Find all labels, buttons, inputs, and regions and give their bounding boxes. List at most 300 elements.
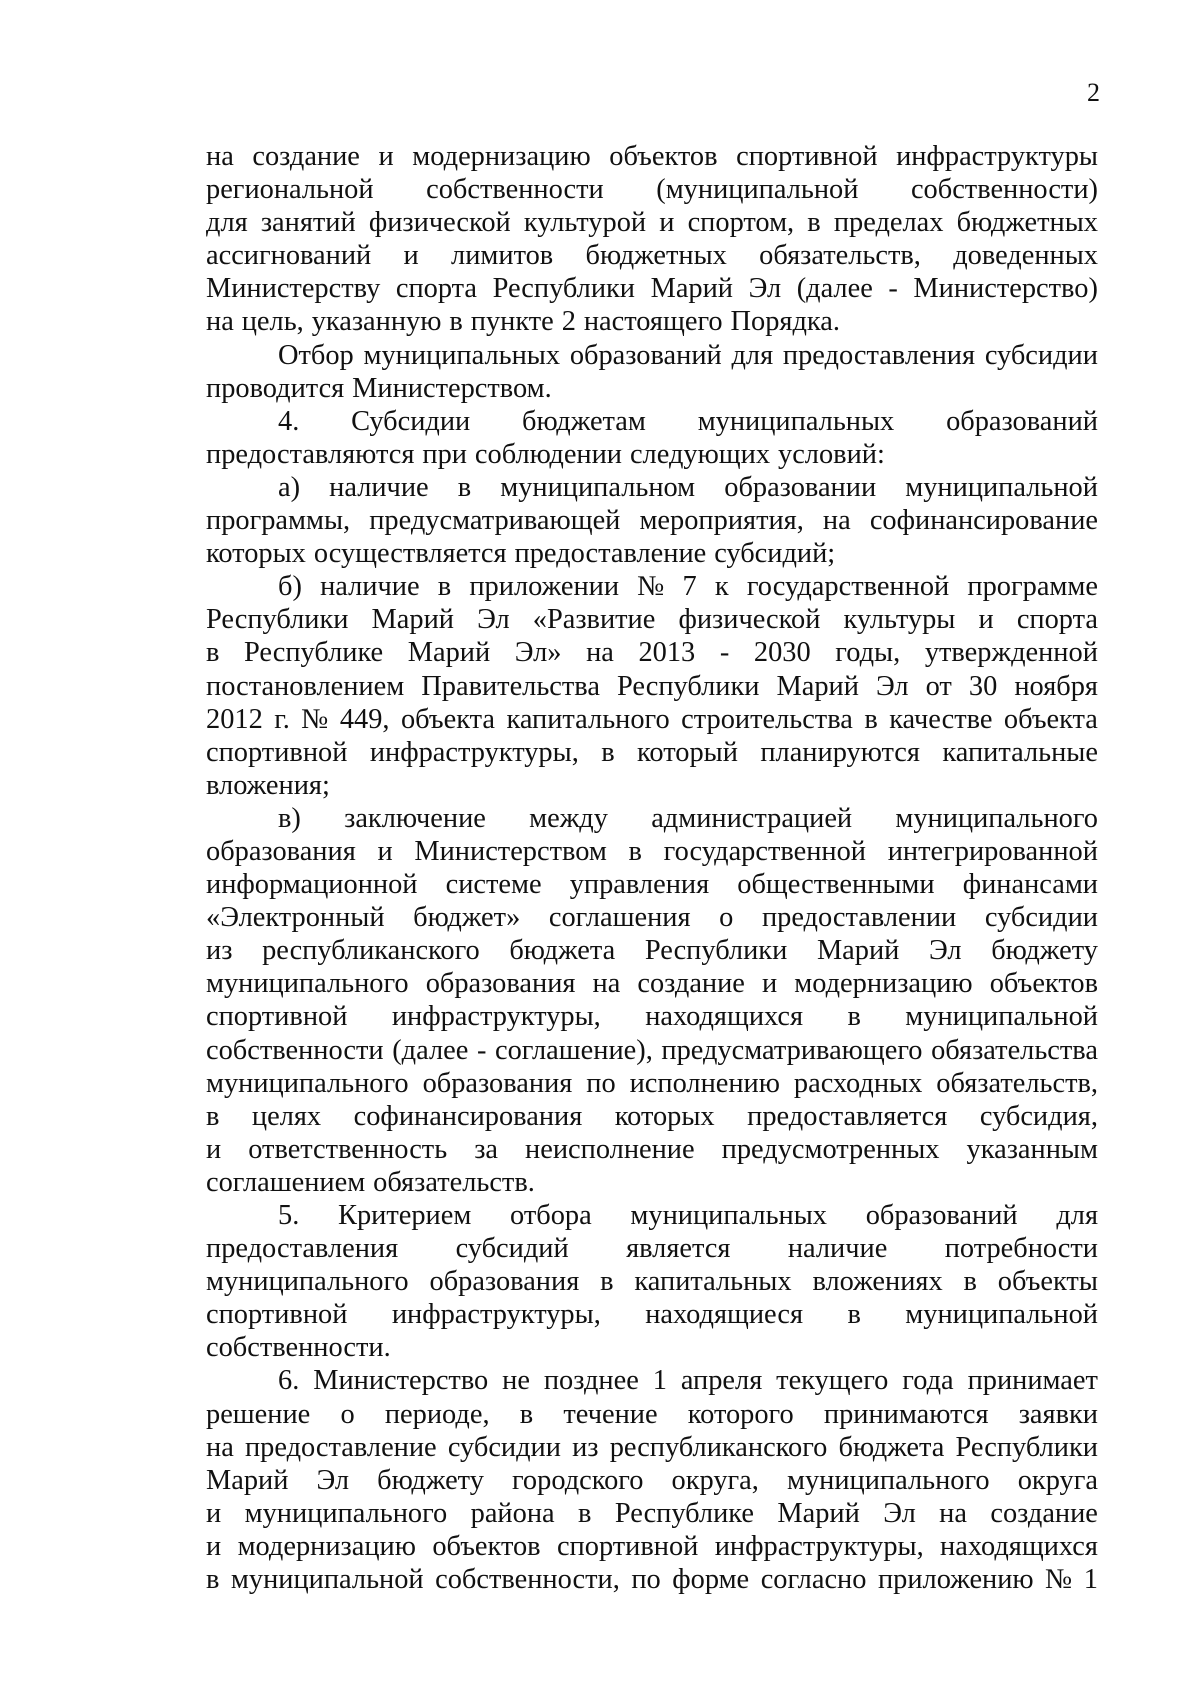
word: Эл [876,670,909,702]
text-line [206,1364,1098,1397]
word: предусматривающего [661,1034,923,1066]
word: субсидий; [714,538,836,570]
word: занятий [260,207,356,239]
word: проводится [206,372,345,404]
word: объекты [997,1266,1098,1298]
word: образовании [724,471,877,503]
word: между [529,802,608,834]
word: Правительства [421,670,600,702]
word: муниципального [206,968,409,1000]
word: предусмотренных [721,1133,940,1165]
page-number: 2 [1087,78,1100,107]
word: из [206,935,233,967]
word: о [340,1398,355,1430]
word: № [637,571,665,603]
word: района [470,1497,555,1529]
word: инфраструктуры [896,141,1098,172]
word: и [206,1133,222,1165]
word: решение [206,1398,311,1430]
word: Отбор [278,339,354,371]
word: системе [445,869,542,901]
word: Республики [644,935,788,967]
word: Субсидии [351,405,471,437]
word: в) [278,802,301,834]
word: в [206,637,220,669]
word: муниципального [786,1464,990,1496]
word: исполнению [629,1067,780,1099]
word: создание [637,968,745,1000]
word: бюджету [377,1464,484,1496]
text-line [206,1530,1098,1563]
word: муниципальной [905,1299,1098,1331]
text-line [206,305,1098,338]
word: капитального [506,703,670,735]
word: округа, [671,1464,759,1496]
word: Эл» [514,637,562,669]
word: согласно [760,1564,867,1596]
word: которого [687,1398,794,1430]
word: Республики [206,604,349,636]
word: 6. [278,1365,300,1397]
word: в [578,1497,592,1529]
word: образований [865,1200,1018,1231]
word: осуществляется [313,538,507,570]
text-line [206,1431,1098,1464]
word: объекта [400,703,495,735]
text-line [206,603,1098,636]
word: Эл [477,604,510,636]
word: городского [512,1464,644,1496]
word: и [206,1530,222,1562]
word: субсидии [984,902,1098,934]
text-line [206,1166,1098,1199]
word: Эл [316,1464,350,1496]
word: собственности [206,1034,384,1066]
word: Министерству [206,273,381,305]
word: форме [672,1564,750,1596]
word: республиканского [609,1431,828,1463]
word: наличие [329,471,429,503]
word: муниципального [206,1067,409,1099]
word: в [206,1564,220,1596]
word: периоде, [384,1398,490,1430]
word: по [586,1067,616,1099]
word: спорта [395,273,478,305]
word: 2 [561,306,576,338]
word: постановлением [206,670,405,702]
word: софинансирования [353,1100,583,1132]
word: (далее [796,273,873,305]
word: которых [206,538,306,570]
word: Министерством. [352,372,552,404]
word: государственной [746,571,950,603]
word: обязательств, [936,1067,1098,1099]
text-line [206,868,1098,901]
word: культурой [523,207,647,239]
word: в [519,1398,534,1430]
word: заключение [344,802,486,834]
word: Марий [777,1497,860,1529]
word: физической [678,604,821,636]
word: создание [252,141,360,172]
text-line [206,140,1098,173]
word: образований [569,339,722,371]
word: (далее [392,1034,469,1066]
text-line [206,901,1098,934]
word: Марий [407,637,491,669]
word: качестве [889,703,993,735]
word: спортивной [736,141,878,172]
word: на [206,1431,234,1463]
word: в [807,207,821,239]
word: субсидии [984,339,1098,371]
word: при [422,438,467,470]
word: утвержденной [924,637,1098,669]
word: целях [251,1100,322,1132]
word: муниципальной [230,1564,424,1596]
text-line [206,537,1098,570]
word: спортивной [556,1530,699,1562]
word: Республики [617,670,760,702]
word: наличие [320,571,420,603]
word: ноября [1014,670,1098,702]
word: Министерство) [913,273,1098,305]
word: Республики [955,1431,1098,1463]
word: приложении [469,571,620,603]
word: который [637,736,738,768]
word: г. [274,703,290,735]
text-line [206,703,1098,736]
word: (муниципальной [656,174,859,206]
word: 7 [682,571,697,603]
word: бюджета [838,1431,945,1463]
word: и [978,604,994,636]
word: бюджет» [413,902,521,934]
word: обязательств. [373,1166,535,1198]
text-line [206,1331,1098,1364]
word: государственной [663,835,866,867]
word: муниципального [895,802,1098,834]
word: указанную [311,306,442,338]
word: собственности. [206,1332,391,1364]
word: собственности) [910,174,1098,206]
word: принимаются [823,1398,989,1430]
word: 1 [1083,1564,1098,1596]
text-line [206,570,1098,603]
word: к [714,571,729,603]
word: 1 [652,1365,667,1397]
word: отбора [510,1200,592,1231]
word: мероприятия, [639,505,804,537]
word: и [403,240,419,272]
word: муниципального [244,1497,448,1529]
text-line [206,1563,1098,1596]
word: - [888,273,898,305]
text-line [206,802,1098,835]
word: настоящего [583,306,723,338]
word: бюджетам [522,405,646,437]
word: 30 [968,670,998,702]
word: ответственность [248,1133,448,1165]
word: заявки [1018,1398,1098,1430]
document-body [206,140,1098,1596]
word: и [378,141,394,172]
text-line [206,1100,1098,1133]
word: муниципальной [905,1001,1098,1033]
text-line [206,1067,1098,1100]
word: предоставляется [747,1100,948,1132]
word: программе [967,571,1098,603]
word: Марий [650,273,734,305]
word: в [628,835,642,867]
word: Критерием [338,1200,472,1231]
word: «Электронный [206,902,385,934]
word: течение [563,1398,658,1430]
word: физической [368,207,511,239]
word: капитальных [634,1266,792,1298]
word: для [1056,1200,1098,1231]
word: субсидии [447,1431,561,1463]
word: образования [429,1266,580,1298]
word: инфраструктуры, [369,736,579,768]
text-line [206,670,1098,703]
word: инфраструктуры, [391,1299,601,1331]
word: из [572,1431,599,1463]
text-line [206,1398,1098,1431]
word: в [847,1001,861,1033]
word: программы, [206,505,351,537]
word: инфраструктуры, [714,1530,924,1562]
word: спорта [1016,604,1098,636]
word: от [925,670,952,702]
word: предоставлении [761,902,957,934]
word: о [719,902,734,934]
word: пределах [833,207,944,239]
word: образования [422,1067,573,1099]
word: в [600,1266,614,1298]
word: республиканского [262,935,480,967]
word: условий: [778,438,885,470]
word: на [586,637,614,669]
word: управления [569,869,710,901]
text-line [206,438,1098,471]
word: соглашение), [495,1034,653,1066]
word: интегрированной [887,835,1098,867]
word: и [659,207,675,239]
text-line [206,769,1098,802]
word: Эл [929,935,962,967]
word: объектов [989,968,1098,1000]
text-line [206,934,1098,967]
text-line [206,1133,1098,1166]
word: и [377,835,393,867]
word: Марий [371,604,454,636]
word: образования [206,835,356,867]
word: софинансирование [869,505,1098,537]
word: предоставляются [206,438,415,470]
word: в [437,571,452,603]
word: для [206,207,248,239]
text-line [206,1497,1098,1530]
word: и [206,1497,222,1529]
word: потребности [944,1233,1098,1265]
word: - [476,1034,487,1066]
word: позднее [543,1365,639,1397]
word: объекта [1003,703,1098,735]
word: в [847,1299,861,1331]
word: объектов [432,1530,541,1562]
text-line [206,339,1098,372]
word: модернизацию [412,141,591,172]
word: соблюдении [474,438,623,470]
word: спортивной [206,1001,348,1033]
word: принимает [967,1365,1098,1397]
word: «Развитие [532,604,656,636]
word: по [631,1564,661,1596]
word: муниципального [206,1266,409,1298]
word: предоставления [206,1233,399,1265]
word: находящихся [645,1001,804,1033]
word: указанным [966,1133,1098,1165]
word: 449, [339,703,390,735]
word: предоставление [244,1431,437,1463]
word: лимитов [451,240,554,272]
word: финансами [962,869,1098,901]
word: б) [278,571,302,603]
word: субсидия, [979,1100,1098,1132]
word: пункте [470,306,554,338]
text-line [206,636,1098,669]
word: бюджета [509,935,616,967]
word: Марий [816,935,900,967]
word: предоставление [514,538,707,570]
word: создание [990,1497,1098,1529]
word: Республике [244,637,384,669]
word: культуры [843,604,956,636]
word: в [206,1100,220,1132]
word: на [206,141,234,172]
text-line [206,1298,1098,1331]
word: на [206,306,234,338]
word: образования [425,968,576,1000]
word: 2030 [753,637,811,669]
word: за [474,1133,499,1165]
word: собственности [426,174,604,206]
word: наличие [787,1233,888,1265]
text-line [206,1265,1098,1298]
word: информационной [206,869,418,901]
text-line [206,405,1098,438]
text-line [206,1232,1098,1265]
word: в [449,306,463,338]
word: ассигнований [206,240,372,272]
word: обязательства [931,1034,1098,1066]
word: муниципальных [630,1200,827,1231]
word: Марий [776,670,859,702]
word: в [864,703,878,735]
word: 5. [278,1200,300,1231]
word: текущего [776,1365,889,1397]
word: находящиеся [645,1299,804,1331]
word: находящихся [940,1530,1098,1562]
word: бюджету [991,935,1098,967]
word: является [626,1233,731,1265]
word: Эл [748,273,782,305]
word: спортом, [687,207,795,239]
word: апреля [680,1365,763,1397]
word: вложениях [812,1266,943,1298]
word: Эл [883,1497,916,1529]
word: в [601,736,615,768]
word: собственности, [435,1564,620,1596]
word: на [939,1497,967,1529]
word: а) [278,471,301,503]
word: 4. [278,405,300,437]
word: субсидий [455,1233,569,1265]
text-line [206,736,1098,769]
text-line [206,504,1098,537]
word: не [502,1365,530,1397]
word: № [301,703,329,735]
word: общественными [737,869,935,901]
word: года [902,1365,954,1397]
word: региональной [206,174,374,206]
word: № [1045,1564,1073,1596]
word: соглашением [206,1166,366,1198]
word: 2013 [638,637,696,669]
text-line [206,1464,1098,1497]
word: предоставления [782,339,976,371]
word: муниципальных [363,339,561,371]
word: Республике [614,1497,754,1529]
word: администрацией [651,802,853,834]
word: Республики [492,273,636,305]
word: Министерством [414,835,607,867]
text-line [206,239,1098,272]
word: модернизацию [237,1530,416,1562]
word: на [822,505,851,537]
text-line [206,967,1098,1000]
word: спортивной [206,736,348,768]
word: годы, [835,637,901,669]
word: модернизацию [794,968,973,1000]
word: Порядка. [730,306,840,338]
word: расходных [793,1067,923,1099]
word: предусматривающей [369,505,621,537]
word: доведенных [953,240,1098,272]
text-line [206,1000,1098,1033]
text-line [206,1034,1098,1067]
word: следующих [629,438,771,470]
word: неисполнение [525,1133,695,1165]
word: муниципальных [697,405,895,437]
word: в [963,1266,977,1298]
word: объектов [609,141,718,172]
text-line [206,173,1098,206]
word: Марий [206,1464,289,1496]
word: для [731,339,774,371]
word: бюджетных [956,207,1098,239]
word: Министерство [313,1365,489,1397]
text-line [206,471,1098,504]
word: строительства [681,703,853,735]
word: цель, [241,306,304,338]
word: бюджетных [585,240,727,272]
text-line [206,272,1098,305]
word: и [761,968,778,1000]
text-line [206,206,1098,239]
word: вложения; [206,769,330,801]
